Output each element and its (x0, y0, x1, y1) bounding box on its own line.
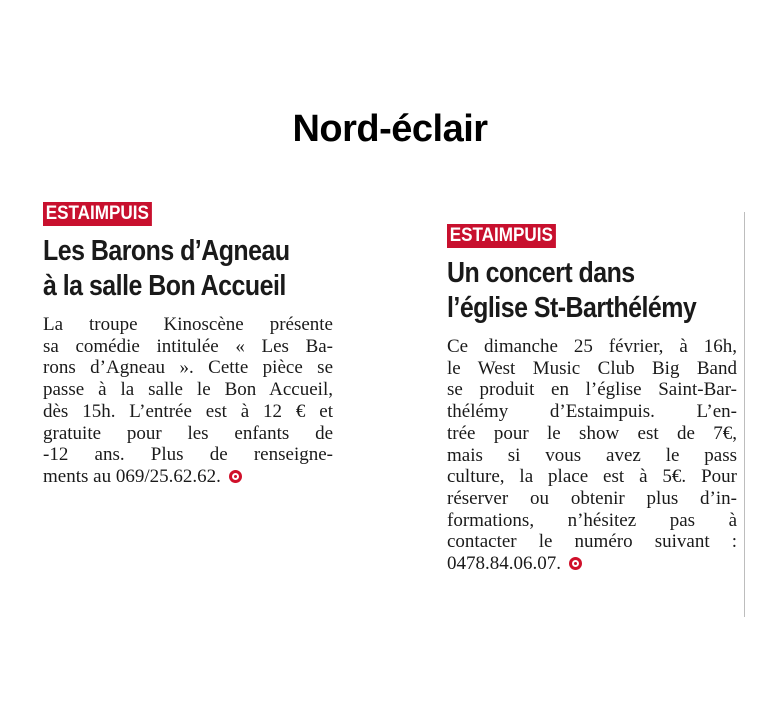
body-line: culture, la place est à 5€. Pour (447, 466, 737, 488)
headline-line: Les Barons d’Agneau (43, 235, 290, 267)
body-line: La troupe Kinoscène présente (43, 314, 333, 335)
body-line-text: 0478.84.06.07. (447, 553, 561, 575)
article-headline (43, 234, 333, 304)
body-line: gratuite pour les enfants de (43, 422, 333, 444)
body-line: -12 ans. Plus de renseigne- (43, 444, 333, 466)
body-line: se produit en l’église Saint-Bar- (447, 379, 737, 401)
body-line-last (43, 466, 333, 488)
body-line: réserver ou obtenir plus d’in- (447, 487, 737, 509)
end-of-article-icon (229, 470, 242, 483)
body-line: mais si vous avez le pass (447, 444, 737, 466)
article-body (43, 314, 333, 488)
newspaper-masthead: Nord-éclair (292, 108, 488, 150)
body-line: rons d’Agneau ». Cette pièce se (43, 357, 333, 379)
headline-line: Un concert dans (447, 257, 635, 289)
body-line: thélémy d’Estaimpuis. L’en- (447, 401, 737, 423)
column-divider (744, 212, 745, 617)
headline-line: l’église St-Barthélémy (447, 292, 697, 324)
body-line: sa comédie intitulée « Les Ba- (43, 335, 333, 357)
body-line: formations, n’hésitez pas à (447, 509, 737, 531)
body-line-text: ments au 069/25.62.62. (43, 465, 221, 487)
article-barons-agneau (43, 202, 333, 488)
end-of-article-icon (569, 557, 582, 570)
body-line: dès 15h. L’entrée est à 12 € et (43, 400, 333, 422)
body-line-last (447, 553, 737, 575)
body-line: passe à la salle le Bon Accueil, (43, 379, 333, 401)
body-line: Ce dimanche 25 février, à 16h, (447, 336, 737, 357)
headline-line: à la salle Bon Accueil (43, 270, 286, 302)
article-kicker: ESTAIMPUIS (447, 224, 556, 248)
article-body (447, 336, 737, 575)
body-line: contacter le numéro suivant : (447, 531, 737, 553)
article-headline (447, 256, 737, 326)
article-concert-eglise (447, 224, 737, 575)
body-line: le West Music Club Big Band (447, 357, 737, 379)
body-line: trée pour le show est de 7€, (447, 422, 737, 444)
article-kicker: ESTAIMPUIS (43, 202, 152, 226)
